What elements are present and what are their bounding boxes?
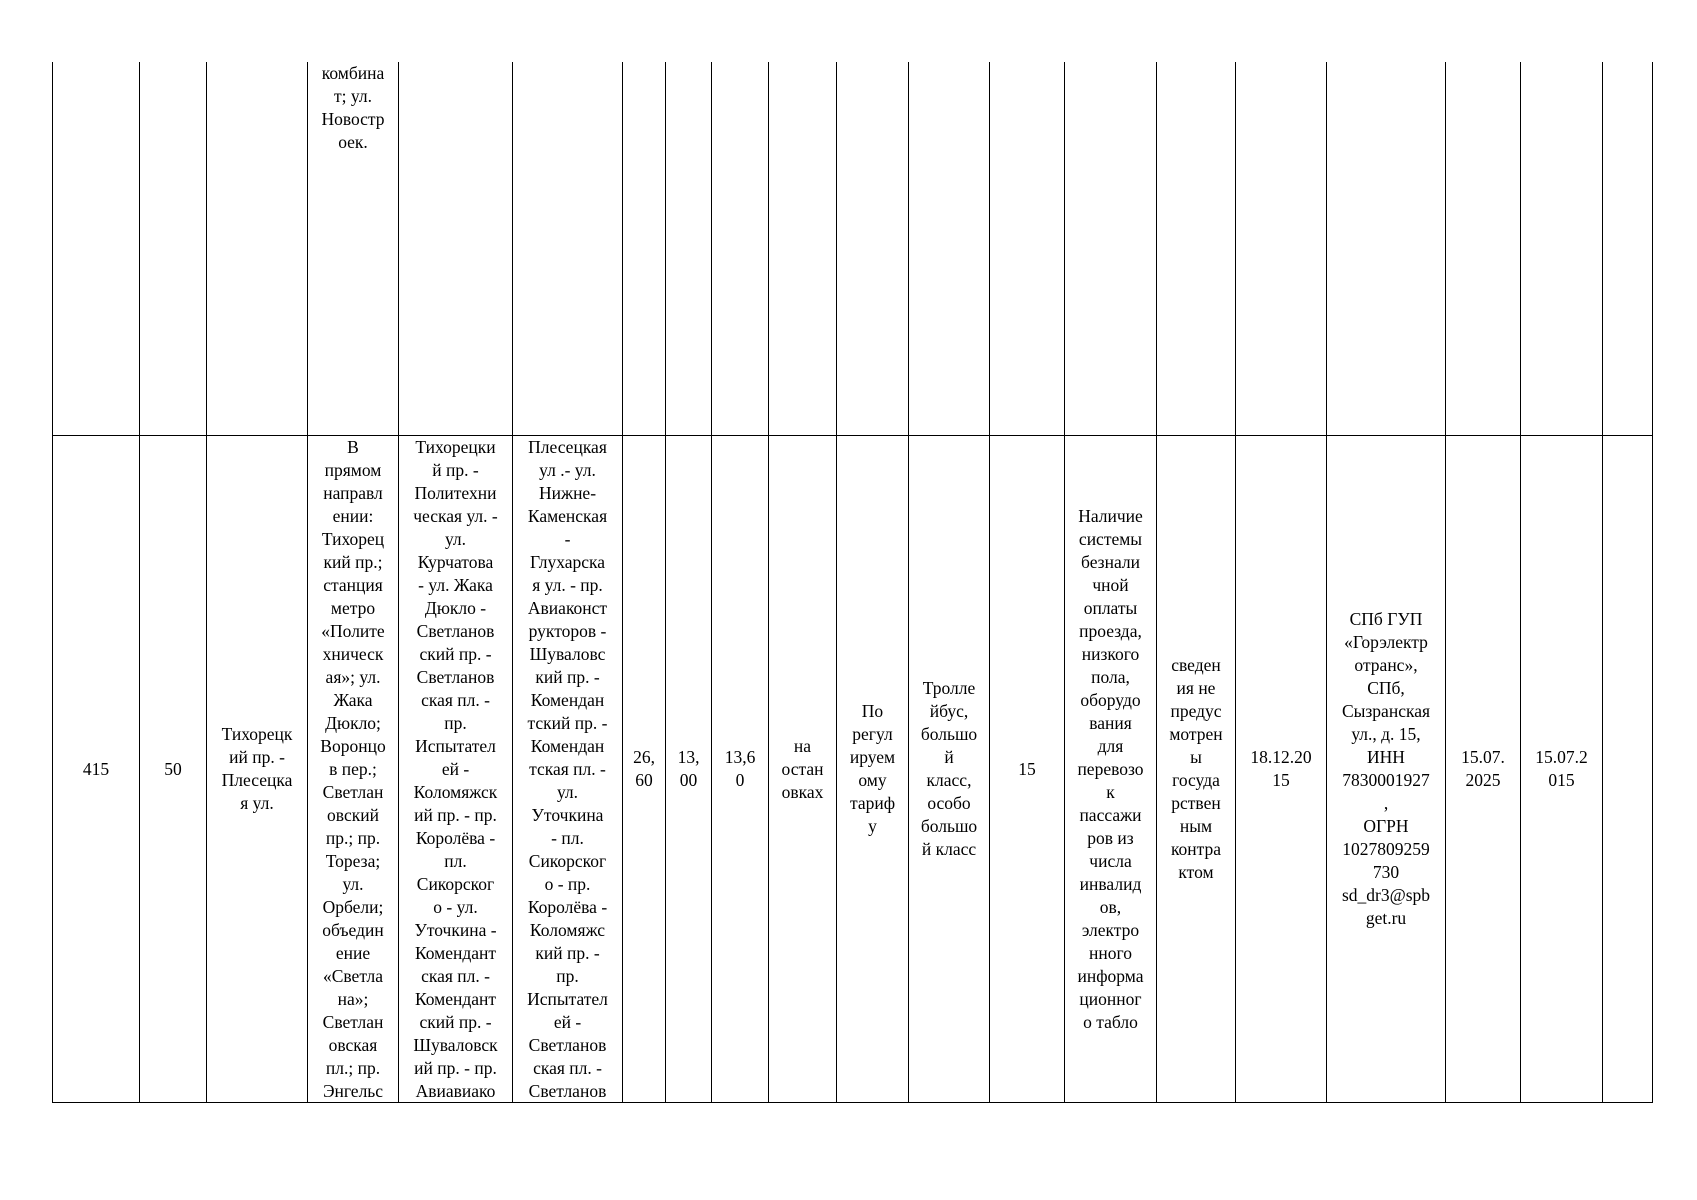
contract-line: ктом (1178, 862, 1214, 882)
cell-prev-start-date (1236, 62, 1327, 436)
features-line: перевозо (1077, 758, 1144, 779)
stops-line: В (347, 437, 359, 457)
length-backward-line: 0 (735, 770, 745, 790)
contract-line: рствен (1171, 793, 1221, 813)
features-line: безнали (1081, 551, 1140, 572)
cell-prev-path-forward (399, 62, 513, 436)
features-line: для (1097, 735, 1124, 756)
features-line: чной (1092, 574, 1129, 595)
contract-line: ы (1190, 747, 1202, 767)
path-backward-line: ул. (556, 782, 579, 802)
vehicle-line: й класс (921, 839, 977, 859)
cell-tariff (837, 436, 909, 1103)
path-forward-line: - ул. Жака (418, 575, 493, 595)
path-forward-line: Уточкина - (414, 920, 497, 940)
length-forward-line: 13, (677, 747, 700, 767)
cell-features (1065, 436, 1157, 1103)
path-backward-line: я ул. - пр. (532, 575, 603, 595)
path-backward-line: рукторов - (528, 621, 607, 641)
cell-prev-length-total (623, 62, 666, 436)
cell-carrier (1327, 436, 1446, 1103)
route-registry-table (52, 62, 1653, 1103)
features-line: информа (1077, 965, 1144, 986)
carrier-line: sd_dr3@spb (1341, 885, 1431, 905)
stops-line: Тореза; (325, 851, 381, 871)
path-backward-line: Комендан (530, 736, 605, 756)
route-name-line: Тихорецк (221, 724, 293, 744)
path-backward-list (515, 436, 620, 1102)
stops-line: Светлан (322, 782, 384, 802)
path-forward-list (401, 436, 510, 1102)
path-forward-line: пр. (444, 713, 467, 733)
features-line: нного (1089, 942, 1132, 963)
features-line: ров из (1087, 827, 1134, 848)
path-forward-line: Тихорецки (415, 437, 496, 457)
cell-prev-reg-number (53, 62, 140, 436)
cell-date-a (1446, 436, 1521, 1103)
features-line: пола, (1091, 666, 1130, 687)
path-backward-line: Плесецкая (528, 437, 607, 457)
features-line: инвалид (1079, 873, 1142, 894)
tariff-line: у (868, 816, 877, 836)
path-backward-line: Уточкина (531, 805, 604, 825)
stops-line: Энгельс (322, 1081, 384, 1101)
stops-line: ении: (332, 506, 374, 526)
carrier-line: ул., д. 15, (1351, 724, 1421, 744)
start-date-line: 15 (1272, 770, 1290, 790)
features-line: оборудо (1080, 689, 1141, 710)
cell-start-date (1236, 436, 1327, 1103)
carrier-line: ОГРН (1363, 816, 1409, 836)
tariff-line: регул (852, 724, 893, 744)
stops-line: Воронцо (320, 736, 386, 756)
cell-contract (1157, 436, 1236, 1103)
cell-prev-date-a (1446, 62, 1521, 436)
stops-line: Светлан (322, 1012, 384, 1032)
stops-line: прямом (324, 460, 382, 480)
vehicle-line: особо (927, 793, 971, 813)
stops-line: на»; (337, 989, 369, 1009)
stops-line: ая»; ул. (325, 667, 381, 687)
vehicle-line: Тролле (922, 678, 976, 698)
stops-line: хническ (322, 644, 384, 664)
path-backward-line: о - пр. (544, 874, 591, 894)
path-backward-line: пр. (556, 966, 579, 986)
stops-line: овский (327, 805, 379, 825)
date-a-line: 2025 (1465, 770, 1501, 790)
path-forward-line: ий пр. - пр. (414, 805, 497, 825)
path-backward-line: Нижне- (538, 483, 597, 503)
features-line: электро (1081, 919, 1140, 940)
route-name-line: Плесецка (221, 770, 293, 790)
features-line: проезда, (1079, 620, 1142, 641)
date-b-line: 015 (1548, 770, 1575, 790)
cell-prev-tariff (837, 62, 909, 436)
cell-prev-date-b (1521, 62, 1603, 436)
path-backward-line: Королёва - (527, 897, 608, 917)
tariff-line: ому (858, 770, 887, 790)
path-forward-line: о - ул. (433, 897, 478, 917)
path-backward-line: Глухарска (529, 552, 606, 572)
path-forward-line: пл. (444, 851, 467, 871)
path-forward-line: ул. (444, 529, 467, 549)
carrier-line: , (1383, 793, 1389, 813)
cell-prev-contract (1157, 62, 1236, 436)
path-forward-line: Шуваловск (413, 1035, 498, 1055)
path-forward-line: Курчатова (417, 552, 494, 572)
path-backward-line: Сикорског (528, 851, 607, 871)
table-row-route-415 (53, 436, 1653, 1103)
path-backward-line: - пл. (551, 828, 584, 848)
carrier-line: СПб ГУП (1349, 609, 1423, 629)
stops-list (310, 436, 396, 1102)
features-line: к (1106, 781, 1115, 802)
stops-line: Жака (333, 690, 373, 710)
path-forward-line: Комендант (414, 989, 497, 1009)
path-backward-line: ул .- ул. (539, 460, 596, 480)
carrier-line: Сызранская (1341, 701, 1431, 721)
stops-line: Тихорец (321, 529, 385, 549)
features-line: оплаты (1083, 597, 1138, 618)
stops-line: Дюкло; (325, 713, 381, 733)
route-name-line: ий пр. - (229, 747, 285, 767)
prev-stops-line: Новостр (321, 109, 385, 129)
tariff-line: тариф (849, 793, 896, 813)
features-line: вания (1089, 712, 1132, 733)
date-b-line: 15.07.2 (1535, 747, 1588, 767)
vehicle-line: й (944, 747, 954, 767)
carrier-line: отранс», (1354, 655, 1418, 675)
prev-stops-line: комбина (321, 63, 385, 83)
length-total-line: 60 (635, 770, 653, 790)
cell-path-backward (513, 436, 623, 1103)
path-backward-line: тский пр. - (527, 713, 608, 733)
cell-prev-length-forward (666, 62, 712, 436)
features-line: о табло (1083, 1011, 1138, 1032)
contract-line: предус (1170, 701, 1222, 721)
length-backward-line: 13,6 (724, 747, 756, 767)
cell-prev-path-backward (513, 62, 623, 436)
cell-vehicle-count: 15 (990, 436, 1065, 1103)
stops-line: «Светла (322, 966, 384, 986)
path-forward-line: ей - (441, 759, 470, 779)
carrier-line: get.ru (1365, 908, 1407, 928)
contract-line: ия не (1176, 678, 1216, 698)
path-forward-line: Сикорског (416, 874, 495, 894)
prev-stops-line: т; ул. (334, 86, 372, 106)
carrier-line: СПб, (1367, 678, 1405, 698)
path-forward-line: Коломяжск (413, 782, 498, 802)
stops-line: пл.; пр. (325, 1058, 381, 1078)
stops-line: объедин (322, 920, 384, 940)
path-forward-line: ческая ул. - (413, 506, 498, 526)
path-backward-line: Коломяжс (529, 920, 606, 940)
carrier-line: ИНН (1367, 747, 1405, 767)
cell-boarding (769, 436, 837, 1103)
cell-prev-route-name (207, 62, 308, 436)
path-backward-line: Шуваловс (529, 644, 606, 664)
cell-path-forward (399, 436, 513, 1103)
path-backward-line: кий пр. - (535, 943, 600, 963)
stops-line: пр.; пр. (325, 828, 381, 848)
path-backward-line: - (564, 529, 571, 549)
contract-line: ным (1179, 816, 1213, 836)
path-backward-line: Светланов (528, 1035, 607, 1055)
contract-line: мотрен (1169, 724, 1223, 744)
path-forward-line: ская пл. - (421, 966, 490, 986)
cell-reg-number: 415 (53, 436, 140, 1103)
vehicle-line: класс, (926, 770, 972, 790)
carrier-line: «Горэлектр (1344, 632, 1428, 652)
contract-line: контра (1170, 839, 1222, 859)
path-forward-line: ская пл. - (421, 690, 490, 710)
cell-route-number: 50 (140, 436, 207, 1103)
cell-length-total (623, 436, 666, 1103)
path-backward-line: Светланов (528, 1081, 607, 1101)
cell-last (1603, 436, 1653, 1103)
stops-line: кий пр.; (323, 552, 383, 572)
stops-line: метро (330, 598, 376, 618)
features-line: низкого (1081, 643, 1140, 664)
tariff-line: ируем (849, 747, 896, 767)
vehicle-line: йбус, (929, 701, 969, 721)
cell-length-backward (712, 436, 769, 1103)
cell-prev-stops (308, 62, 399, 436)
boarding-line: остан (781, 758, 824, 779)
features-line: числа (1089, 850, 1132, 871)
path-backward-line: Испытател (527, 989, 608, 1009)
path-backward-line: Авиаконст (527, 598, 608, 618)
prev-stops-line: оек. (338, 132, 368, 152)
path-forward-line: Политехни (414, 483, 497, 503)
table-row-previous-continuation (53, 62, 1653, 436)
path-forward-line: Светланов (416, 667, 495, 687)
cell-vehicle (909, 436, 990, 1103)
contract-line: сведен (1171, 655, 1221, 675)
boarding-line: на (793, 735, 812, 756)
date-a-line: 15.07. (1461, 747, 1505, 767)
cell-prev-length-backward (712, 62, 769, 436)
path-forward-line: ский пр. - (419, 644, 492, 664)
path-forward-line: Королёва - (415, 828, 496, 848)
path-backward-line: кий пр. - (535, 667, 600, 687)
vehicle-line: большо (920, 724, 978, 744)
cell-date-b (1521, 436, 1603, 1103)
features-line: пассажи (1079, 804, 1142, 825)
cell-prev-carrier (1327, 62, 1446, 436)
stops-line: направл (323, 483, 383, 503)
features-line: ционног (1079, 988, 1142, 1009)
path-forward-line: ский пр. - (419, 1012, 492, 1032)
cell-prev-vehicle (909, 62, 990, 436)
cell-prev-boarding (769, 62, 837, 436)
path-backward-line: ская пл. - (533, 1058, 602, 1078)
path-forward-line: й пр. - (432, 460, 479, 480)
path-forward-line: ий пр. - пр. (414, 1058, 497, 1078)
cell-length-forward (666, 436, 712, 1103)
path-backward-line: тская пл. - (529, 759, 606, 779)
tariff-line: По (861, 701, 884, 721)
length-total-line: 26, (633, 747, 655, 767)
contract-line: госуда (1172, 770, 1220, 790)
boarding-line: овках (781, 781, 824, 802)
route-name-line: я ул. (240, 793, 274, 813)
path-forward-line: Светланов (416, 621, 495, 641)
length-forward-line: 00 (679, 770, 698, 790)
cell-prev-last (1603, 62, 1653, 436)
stops-line: Орбели; (322, 897, 384, 917)
start-date-line: 18.12.20 (1250, 747, 1312, 767)
stops-line: станция (323, 575, 383, 595)
cell-prev-features (1065, 62, 1157, 436)
cell-prev-route-number (140, 62, 207, 436)
features-line: Наличие (1078, 505, 1143, 526)
stops-line: «Полите (321, 621, 385, 641)
carrier-line: 7830001927 (1342, 770, 1430, 790)
stops-line: ул. (342, 874, 364, 894)
vehicle-line: большо (920, 816, 978, 836)
features-line: системы (1078, 528, 1143, 549)
carrier-line: 730 (1372, 862, 1400, 882)
carrier-line: 1027809259 (1342, 839, 1430, 859)
cell-route-name (207, 436, 308, 1103)
features-line: ов, (1099, 896, 1122, 917)
stops-line: в пер.; (329, 759, 377, 779)
path-forward-line: Дюкло - (424, 598, 487, 618)
stops-line: ение (335, 943, 371, 963)
cell-stops (308, 436, 399, 1103)
path-backward-line: ей - (553, 1012, 582, 1032)
path-backward-line: Комендан (530, 690, 605, 710)
cell-prev-vehicle-count (990, 62, 1065, 436)
path-backward-line: Каменская (527, 506, 608, 526)
path-forward-line: Испытател (415, 736, 496, 756)
stops-line: овская (328, 1035, 378, 1055)
path-forward-line: Комендант (414, 943, 497, 963)
path-forward-line: Авиавиако (415, 1081, 496, 1101)
